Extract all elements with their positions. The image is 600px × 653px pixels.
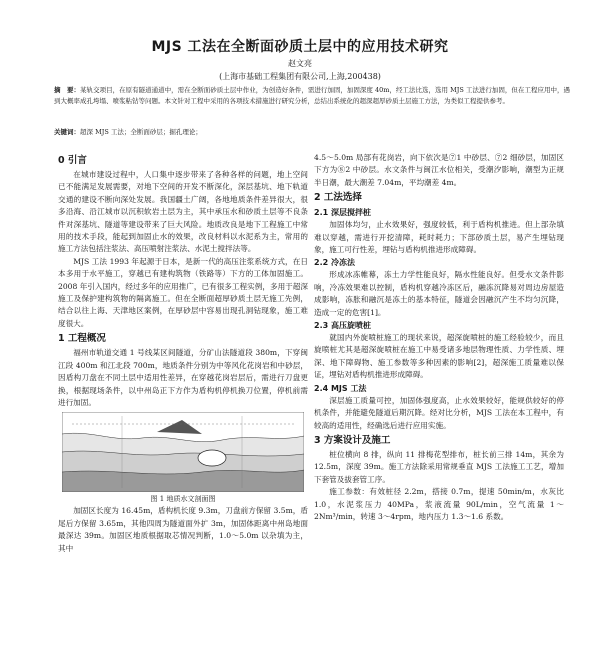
paragraph: 施工参数：有效桩径 2.2m，搭接 0.7m，提速 50min/m，水灰比 1.0，水泥浆压力 40MPa，浆液流量 90L/min，空气流量 1～2Nm³/min，转速 3～4rpm，地内压力 1.3～1.6 系数。 bbox=[314, 487, 564, 521]
paragraph: 加固体均匀，止水效果好，强度较低，利于盾构机推进。但上部杂填难以穿越，需进行开挖清障，耗时耗力；下部砂质土层，易产生埋钻现象，施工可行性差，埋钻与盾构机推进形成障碍。 bbox=[314, 220, 564, 255]
keywords-text: 超深 MJS 工法；全断面砂层；掘孔理论； bbox=[80, 128, 202, 136]
left-column bbox=[58, 152, 308, 555]
subsection-heading: 2.3 高压旋喷桩 bbox=[314, 321, 371, 331]
paragraph: 在城市建设过程中，人口集中逐步带来了各种各样的问题，地上空间已不能满足发展需要，对地下空间的开发不断深化，深层基坑、地下轨道交通的建设不断向深处发展。我国疆土广阔，各地地质条件差异很大，很多沿海、沿江城市以沉积软岩土层为主，其中承压水和砂质土层等不良条件对深基坑、隧道等建设带来了巨大风险。地质改良是地下工程施工中常用的技术手段，能起到加固止水的效果，改良材料以水泥系为主，常用的施工方法包括注浆法、高压喷射注浆法、水泥土搅拌法等。 bbox=[58, 170, 308, 254]
paragraph: 形成冰冻帷幕，冻土力学性能良好，隔水性能良好。但受水文条件影响，冷冻效果难以控制，盾构机穿越冷冻区后，融冻沉降易对周边房屋造成影响，冻胀和融沉是冻土的基本特征，隧道会因融沉产生不均匀沉降，造成一定的危害[1]。 bbox=[314, 270, 564, 317]
abstract-label: 摘 要： bbox=[54, 86, 81, 94]
abstract bbox=[54, 85, 570, 107]
figure-caption: 图 1 地质水文剖面图 bbox=[150, 495, 216, 504]
paragraph: 深层施工质量可控，加固体强度高，止水效果较好，能规供较好的停机条件，并能避免隧道后期沉降。经对比分析，MJS 工法在本工程中，有较高的适用性，经确选后进行应用实施。 bbox=[314, 395, 564, 430]
paragraph: MJS 工法 1993 年起源于日本，是新一代的高压注浆系统方式，在日本多用于水平施工，穿越已有建构筑物（铁路等）下方的工体加固施工。2008 年引入国内，经过多年的应用推广，已有很多工程实例，多用于超深施工及保护建构筑物的隔离施工。但在全断面超厚砂质土层无施工先例，结合以往上海、天津地区案例，在厚砂层中容易出现孔洞钻现象，施工难度很大。 bbox=[58, 256, 308, 328]
keywords bbox=[54, 127, 570, 138]
paragraph: 福州市轨道交通 1 号线某区间隧道，分矿山法隧道段 380m，下穿闽江段 400m 和江北段 700m，地质条件分别为中等风化花岗岩和中砂层，因盾构刀盘在不同土层中适用性差异，在穿越花岗岩层后，需进行刀盘更换，根据现场条件，以中州岛正下方作为盾构机停机换刀位置，停机前需进行加固。 bbox=[58, 348, 308, 407]
paragraph: 加固区长度为 16.45m，盾构机长度 9.3m，刀盘前方保留 3.5m，盾尾后方保留 3.65m，其他四周为隧道面外扩 3m，加固体距离中州岛地面最深达 39m。加固区地质根据取芯情况判断，1.0～5.0m 以杂填为主，其中 bbox=[58, 506, 308, 553]
paragraph: 4.5～5.0m 局部有花岗岩，向下依次是⑦1 中砂层、⑦2 细砂层，加固区下方为⑧2 中砂层。水文条件与闽江水位相关，受潮汐影响，潮型为正规半日潮，最大潮差 7.04m，平均潮差 4m。 bbox=[314, 153, 564, 187]
subsection-heading: 2.2 冷冻法 bbox=[314, 258, 355, 268]
paper-title: MJS 工法在全断面砂质土层中的应用技术研究 bbox=[151, 39, 449, 55]
abstract-text: 某轨交项目，在原有隧道通道中，需在全断面砂质土层中作业，为创造好条件，需进行加固，加固深度 40m，经工法比选，选用 MJS 工法进行加固，但在工程应用中，遇到大概率成孔垮塌、喷浆粘钻等问题。本文针对工程中采用的各项技术措施进行研究分析，总结出系统化的超深超厚砂质土层施工方法，为类似工程提供参考。 bbox=[54, 86, 571, 105]
section-heading-method: 2 工法选择 bbox=[314, 192, 362, 204]
section-heading-design: 3 方案设计及施工 bbox=[314, 434, 391, 446]
section-heading-overview: 1 工程概况 bbox=[58, 333, 106, 345]
affiliation: (上海市基础工程集团有限公司,上海,200438) bbox=[219, 72, 381, 81]
subsection-heading: 2.1 深层搅拌桩 bbox=[314, 208, 371, 218]
keywords-label: 关键词： bbox=[54, 128, 80, 136]
geology-profile-figure bbox=[62, 412, 304, 492]
author: 赵文亮 bbox=[288, 59, 312, 68]
subsection-heading: 2.4 MJS 工法 bbox=[314, 383, 367, 393]
right-column bbox=[314, 152, 564, 523]
geology-profile-drawing bbox=[62, 412, 304, 492]
paragraph: 就国内外旋喷桩施工的现状来说，超深旋喷桩的施工经验较少，而且旋喷桩尤其是超深旋喷桩在施工中易受诸多地层物理性质、力学性质、埋深、地下障碍物、施工参数等多种因素的影响[2]，超深施工质量难以保证，埋钻对盾构机推进形成障碍。 bbox=[314, 333, 564, 380]
paragraph: 桩位横向 8 排，纵向 11 排梅花型排布，桩长前三排 14m，其余为 12.5m，深度 39m。施工方法除采用常规垂直 MJS 工法施工工艺，增加下套管及拔套管工序。 bbox=[314, 449, 564, 484]
section-heading-intro: 0 引言 bbox=[58, 155, 87, 166]
